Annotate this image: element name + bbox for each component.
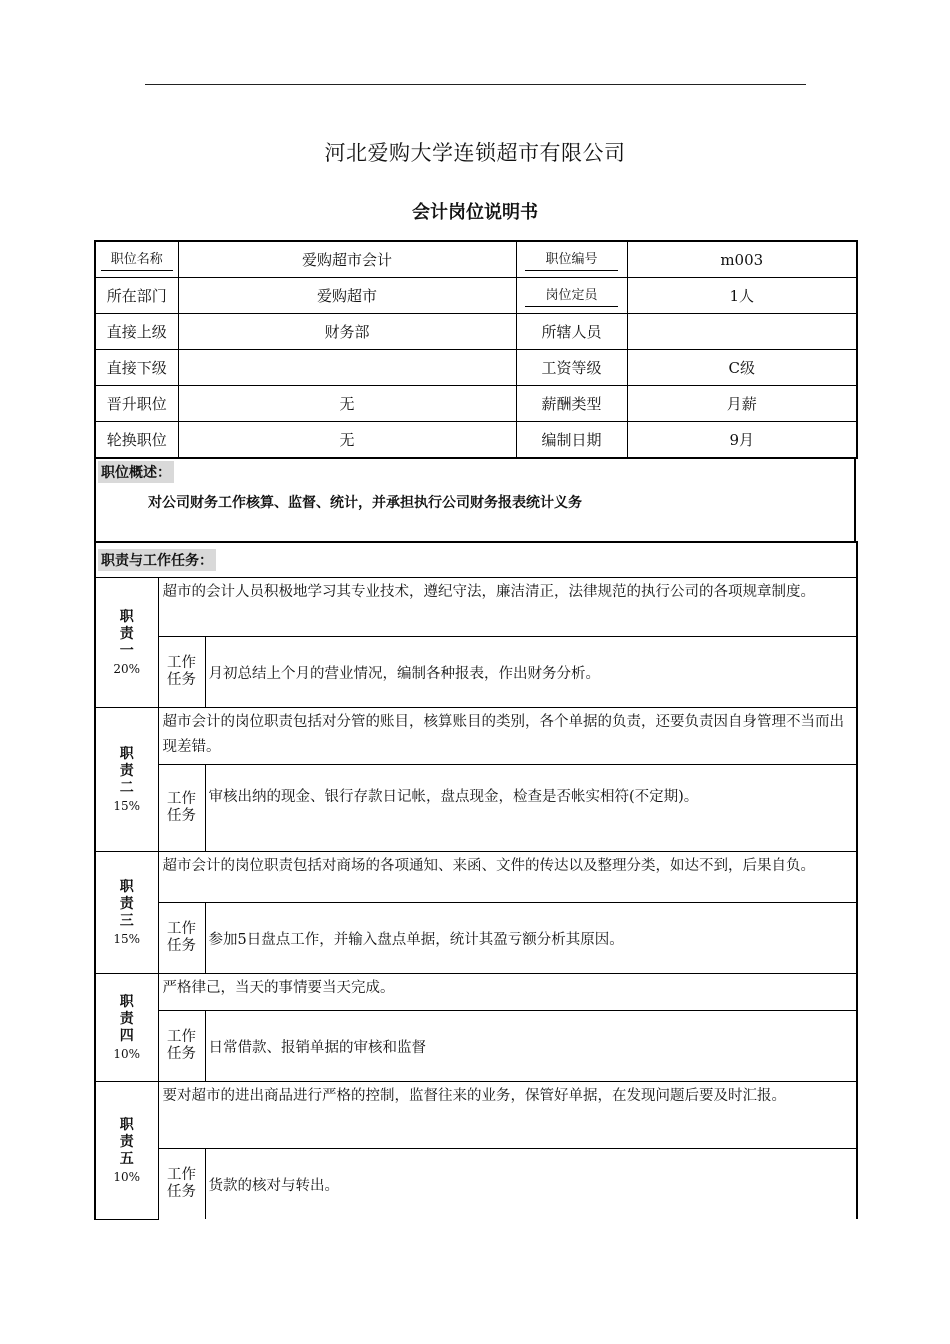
rotation-label: 轮换职位 <box>95 422 178 459</box>
task-row <box>95 903 857 974</box>
promotion-label: 晋升职位 <box>95 386 178 422</box>
subordinate-label: 直接下级 <box>95 350 178 386</box>
overview-text: 对公司财务工作核算、监督、统计，并承担执行公司财务报表统计义务 <box>148 495 582 511</box>
duty-label <box>95 708 158 852</box>
duties-heading-row <box>95 542 857 578</box>
info-row <box>95 350 857 386</box>
task-text: 参加5日盘点工作，并输入盘点单据，统计其盈亏额分析其原因。 <box>205 903 857 974</box>
promotion-value: 无 <box>178 386 516 422</box>
department-label: 所在部门 <box>95 278 178 314</box>
duty-name: 职责五 <box>119 1116 134 1167</box>
task-text: 月初总结上个月的营业情况，编制各种报表，作出财务分析。 <box>205 637 857 708</box>
task-text: 审核出纳的现金、银行存款日记帐，盘点现金，检查是否帐实相符(不定期)。 <box>205 765 857 852</box>
duty-row <box>95 578 857 637</box>
task-row <box>95 1149 857 1220</box>
duty-percent: 20% <box>113 662 141 676</box>
headcount-value: 1人 <box>627 278 857 314</box>
task-label: 工作任务 <box>158 765 205 852</box>
task-label: 工作任务 <box>158 1149 205 1220</box>
task-row <box>95 1011 857 1082</box>
pay-type-value: 月薪 <box>627 386 857 422</box>
duties-heading: 职责与工作任务： <box>98 549 216 571</box>
position-code-value: m003 <box>627 241 857 278</box>
duty-row <box>95 1082 857 1149</box>
duties-table <box>94 541 858 1220</box>
jurisdiction-label: 所辖人员 <box>516 314 627 350</box>
subordinate-value <box>178 350 516 386</box>
task-text: 日常借款、报销单据的审核和监督 <box>205 1011 857 1082</box>
position-code-label: 职位编号 <box>516 241 627 278</box>
superior-label: 直接上级 <box>95 314 178 350</box>
info-row <box>95 386 857 422</box>
duty-percent: 10% <box>113 1047 141 1061</box>
duty-description: 超市会计的岗位职责包括对分管的账目，核算账目的类别，各个单据的负责，还要负责因自身管理不当而出现差错。 <box>158 708 857 765</box>
date-value: 9月 <box>627 422 857 459</box>
superior-value: 财务部 <box>178 314 516 350</box>
document-title: 会计岗位说明书 <box>412 202 538 223</box>
salary-grade-value: C级 <box>627 350 857 386</box>
header-rule <box>145 84 806 85</box>
task-label: 工作任务 <box>158 1011 205 1082</box>
task-text: 货款的核对与转出。 <box>205 1149 857 1220</box>
duty-label <box>95 974 158 1082</box>
salary-grade-label: 工资等级 <box>516 350 627 386</box>
duty-percent: 10% <box>113 1169 141 1184</box>
department-value: 爱购超市 <box>178 278 516 314</box>
duty-label <box>95 852 158 974</box>
duty-percent: 15% <box>113 932 141 946</box>
duty-description: 严格律己，当天的事情要当天完成。 <box>158 974 857 1011</box>
position-name-value: 爱购超市会计 <box>178 241 516 278</box>
duty-row <box>95 974 857 1011</box>
duties-heading-cell <box>95 542 857 578</box>
rotation-value: 无 <box>178 422 516 459</box>
duty-description: 超市会计的岗位职责包括对商场的各项通知、来函、文件的传达以及整理分类，如达不到，后果自负。 <box>158 852 857 903</box>
task-label: 工作任务 <box>158 903 205 974</box>
duty-percent: 15% <box>113 799 141 813</box>
task-row <box>95 637 857 708</box>
duty-row <box>95 852 857 903</box>
duty-name: 职责二 <box>119 746 134 796</box>
headcount-label: 岗位定员 <box>516 278 627 314</box>
duty-label <box>95 1082 158 1220</box>
duty-description: 要对超市的进出商品进行严格的控制，监督往来的业务，保管好单据，在发现问题后要及时汇报。 <box>158 1082 857 1149</box>
position-info-table <box>94 240 858 459</box>
duty-name: 职责一 <box>119 609 134 659</box>
duty-row <box>95 708 857 765</box>
duty-label <box>95 578 158 708</box>
company-name: 河北爱购大学连锁超市有限公司 <box>324 141 626 165</box>
overview-section <box>94 457 856 543</box>
duty-description: 超市的会计人员积极地学习其专业技术，遵纪守法，廉洁清正，法律规范的执行公司的各项规章制度。 <box>158 578 857 637</box>
duty-name: 职责三 <box>119 879 134 929</box>
overview-heading: 职位概述： <box>98 461 174 483</box>
info-row <box>95 422 857 459</box>
pay-type-label: 薪酬类型 <box>516 386 627 422</box>
info-row <box>95 241 857 278</box>
task-row <box>95 765 857 852</box>
task-label: 工作任务 <box>158 637 205 708</box>
duty-name: 职责四 <box>119 994 134 1044</box>
position-name-label: 职位名称 <box>95 241 178 278</box>
date-label: 编制日期 <box>516 422 627 459</box>
info-row <box>95 278 857 314</box>
info-row <box>95 314 857 350</box>
jurisdiction-value <box>627 314 857 350</box>
